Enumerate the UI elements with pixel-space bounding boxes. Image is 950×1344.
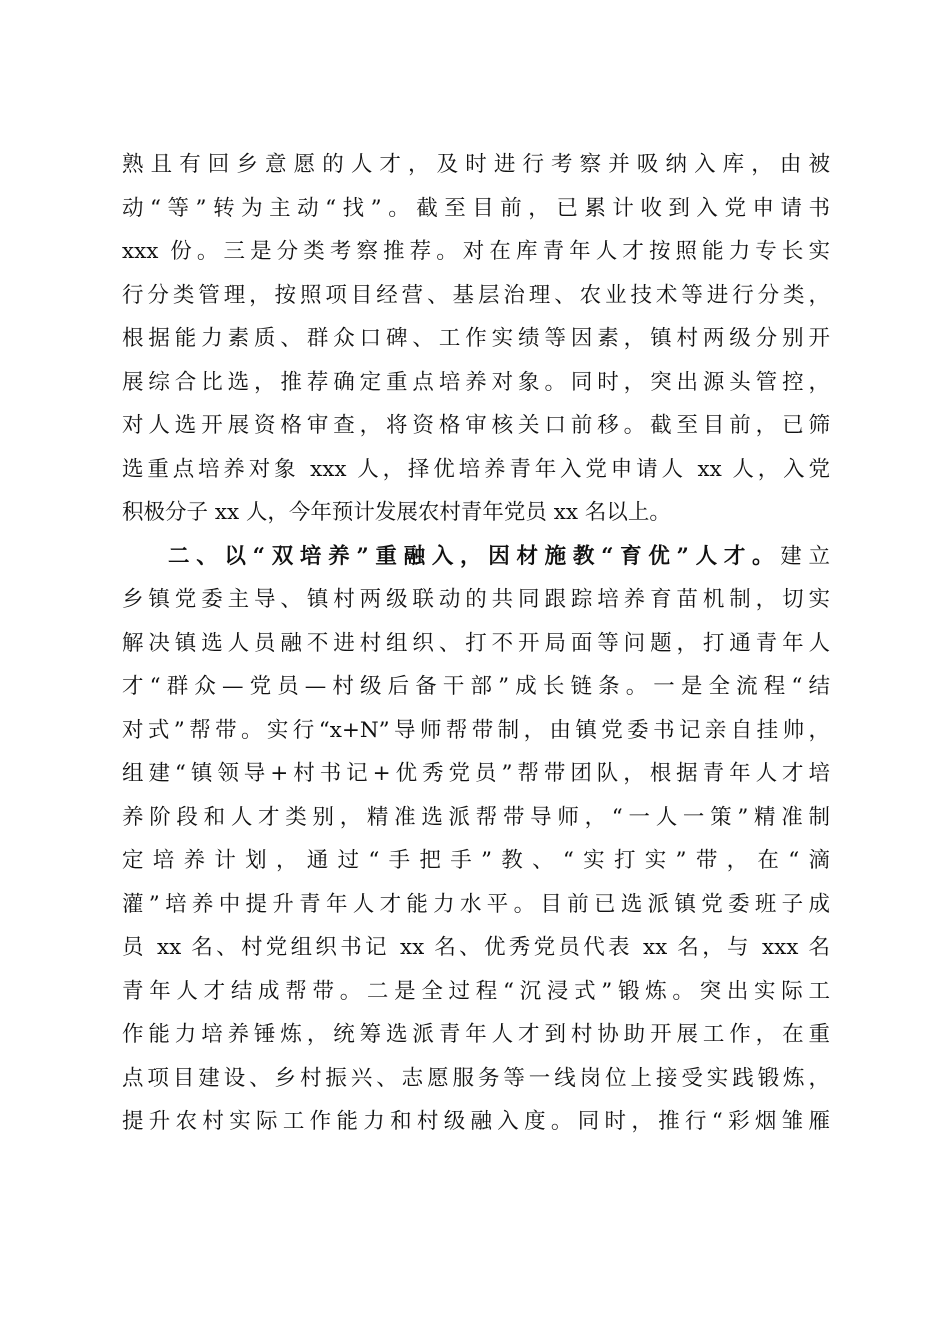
section-heading: 二、以“双培养”重融入，因材施教“育优”人才。: [168, 544, 781, 569]
heading-line-continuation: 建立: [780, 544, 830, 569]
paragraph-line: 才“群众—党员—村级后备干部”成长链条。一是全流程“结: [122, 674, 830, 699]
paragraph-line: 提升农村实际工作能力和村级融入度。同时，推行“彩烟雏雁: [122, 1109, 830, 1134]
paragraph-line: 根据能力素质、群众口碑、工作实绩等因素，镇村两级分别开: [122, 326, 830, 351]
paragraph-line: 组建“镇领导+村书记+优秀党员”帮带团队，根据青年人才培: [122, 761, 830, 786]
paragraph-line: 行分类管理，按照项目经营、基层治理、农业技术等进行分类，: [122, 283, 830, 308]
paragraph-line: 养阶段和人才类别，精准选派帮带导师，“一人一策”精准制: [122, 805, 830, 830]
paragraph-line: 员 xx 名、村党组织书记 xx 名、优秀党员代表 xx 名，与 xxx 名: [122, 935, 830, 960]
paragraph-line: 青年人才结成帮带。二是全过程“沉浸式”锻炼。突出实际工: [122, 979, 830, 1004]
paragraph-line: 乡镇党委主导、镇村两级联动的共同跟踪培养育苗机制，切实: [122, 587, 830, 612]
paragraph-line: 选重点培养对象 xxx 人，择优培养青年入党申请人 xx 人，入党: [122, 457, 830, 482]
paragraph-line: 点项目建设、乡村振兴、志愿服务等一线岗位上接受实践锻炼，: [122, 1066, 830, 1091]
paragraph-line: 灌”培养中提升青年人才能力水平。目前已选派镇党委班子成: [122, 892, 830, 917]
paragraph-line: 积极分子 xx 人，今年预计发展农村青年党员 xx 名以上。: [122, 500, 671, 525]
paragraph-line: 动“等”转为主动“找”。截至目前，已累计收到入党申请书: [122, 196, 830, 221]
paragraph-line: 展综合比选，推荐确定重点培养对象。同时，突出源头管控，: [122, 370, 830, 395]
paragraph-line: 对式”帮带。实行“x+N”导师帮带制，由镇党委书记亲自挂帅，: [122, 718, 830, 743]
paragraph-line: 定培养计划，通过“手把手”教、“实打实”带，在“滴: [122, 848, 830, 873]
paragraph-line: 熟且有回乡意愿的人才，及时进行考察并吸纳入库，由被: [122, 152, 830, 177]
paragraph-line: 作能力培养锤炼，统筹选派青年人才到村协助开展工作，在重: [122, 1022, 830, 1047]
section-heading-line: [168, 541, 830, 573]
paragraph-line: 解决镇选人员融不进村组织、打不开局面等问题，打通青年人: [122, 631, 830, 656]
paragraph-line: 对人选开展资格审查，将资格审核关口前移。截至目前，已筛: [122, 413, 830, 438]
paragraph-line: xxx 份。三是分类考察推荐。对在库青年人才按照能力专长实: [122, 239, 830, 264]
